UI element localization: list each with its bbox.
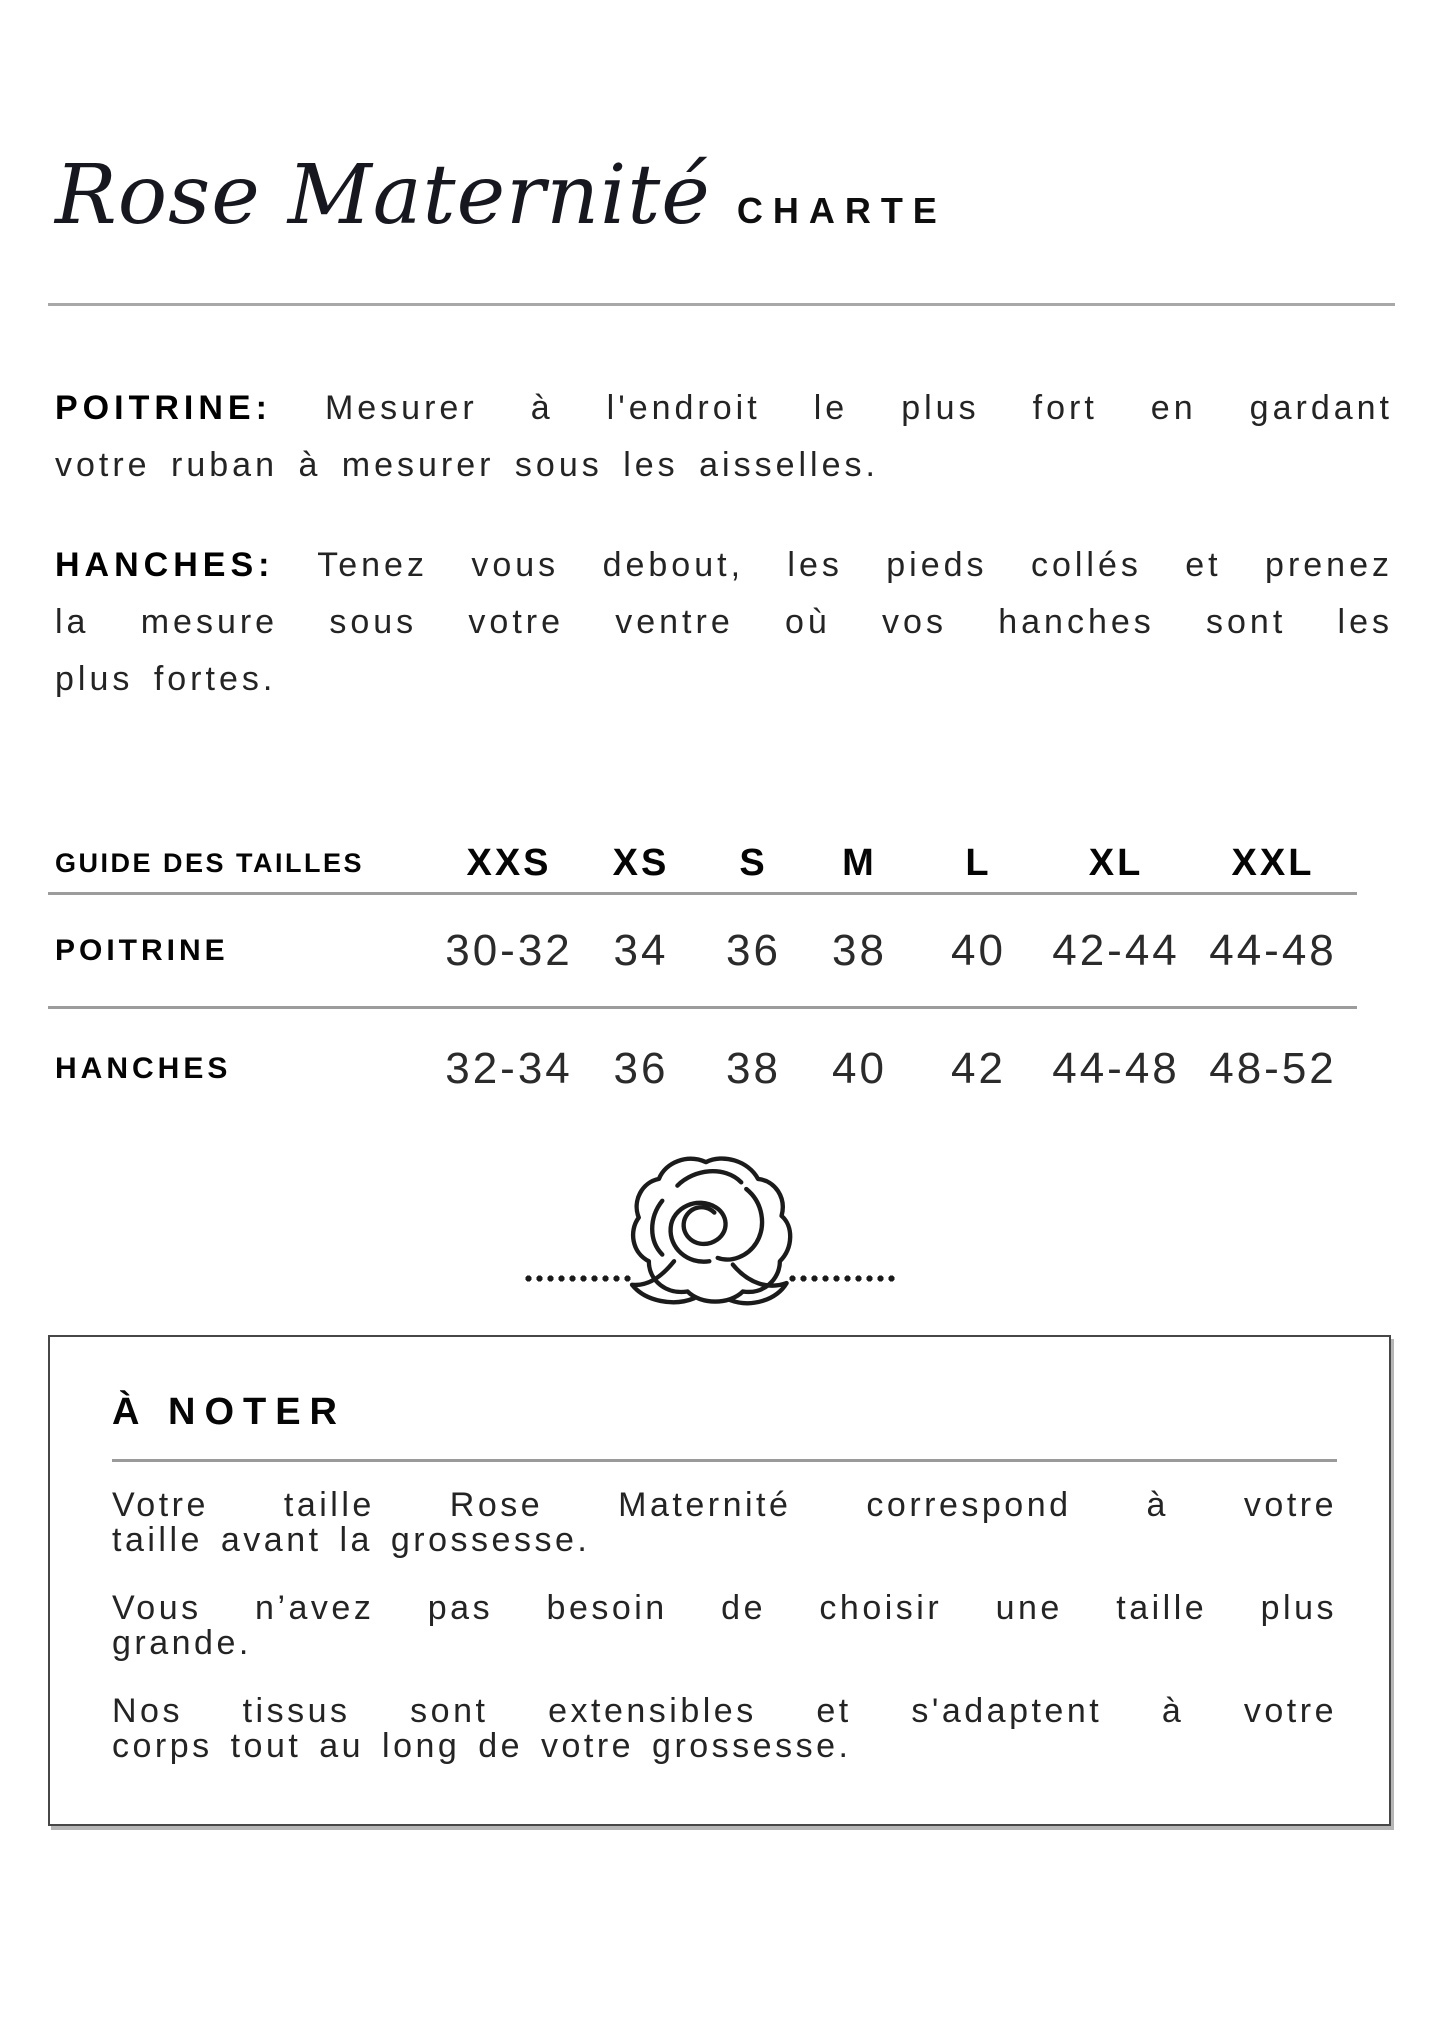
poitrine-instructions-line2: votre ruban à mesurer sous les aisselles. xyxy=(55,446,879,484)
poitrine-s: 36 xyxy=(726,925,781,975)
note-paragraph-1-line1: Votre taille Rose Maternité correspond à votre xyxy=(112,1486,1337,1524)
note-box xyxy=(48,1335,1391,1826)
note-paragraph-2-line2: grande. xyxy=(112,1624,252,1662)
rose-ornament-divider xyxy=(0,1150,1433,1312)
note-box-paragraphs xyxy=(112,1488,1337,1764)
header-divider-rule xyxy=(48,303,1395,306)
hanches-row-label: HANCHES xyxy=(55,1052,232,1085)
size-col-xs: XS xyxy=(612,842,670,884)
poitrine-xl: 42-44 xyxy=(1052,925,1180,975)
dotted-divider-left xyxy=(525,1275,633,1282)
hanches-xs: 36 xyxy=(613,1044,669,1093)
hanches-label: HANCHES: xyxy=(55,546,275,584)
hanches-xxl: 48-52 xyxy=(1209,1044,1337,1093)
poitrine-xxs: 30-32 xyxy=(445,925,573,975)
note-box-divider xyxy=(112,1459,1337,1462)
hanches-instructions xyxy=(55,537,1393,708)
note-paragraph-3 xyxy=(112,1694,1337,1764)
poitrine-text-1: Mesurer à l'endroit le plus fort en gardant xyxy=(271,389,1393,427)
dotted-divider-right xyxy=(789,1275,897,1282)
note-paragraph-3-line2: corps tout au long de votre grossesse. xyxy=(112,1727,852,1765)
poitrine-label: POITRINE: xyxy=(55,389,272,427)
note-paragraph-2-line1: Vous n’avez pas besoin de choisir une taille plus xyxy=(112,1589,1337,1627)
table-row-poitrine xyxy=(48,895,1357,1009)
poitrine-l: 40 xyxy=(951,925,1006,975)
hanches-text-1: Tenez vous debout, les pieds collés et prenez xyxy=(274,546,1393,584)
hanches-m: 40 xyxy=(832,1044,887,1093)
poitrine-xxl: 44-48 xyxy=(1209,925,1337,975)
poitrine-xs: 34 xyxy=(613,925,669,975)
hanches-xl: 44-48 xyxy=(1052,1044,1180,1093)
note-paragraph-2 xyxy=(112,1591,1337,1661)
hanches-instructions-line2: la mesure sous votre ventre où vos hanches sont les xyxy=(55,603,1393,641)
size-col-xxs: XXS xyxy=(466,842,552,884)
brand-header xyxy=(55,148,947,243)
table-row-hanches xyxy=(48,1009,1357,1123)
size-guide-title: GUIDE DES TAILLES xyxy=(55,848,365,878)
size-guide-header-row xyxy=(48,835,1357,895)
hanches-instructions-line3: plus fortes. xyxy=(55,660,277,698)
poitrine-instructions xyxy=(55,380,1393,494)
size-col-xxl: XXL xyxy=(1231,842,1315,884)
poitrine-row-label: POITRINE xyxy=(55,933,229,967)
hanches-l: 42 xyxy=(951,1044,1006,1093)
note-box-title: À NOTER xyxy=(112,1391,346,1433)
size-col-l: L xyxy=(965,842,992,884)
size-col-xl: XL xyxy=(1088,842,1144,884)
hanches-instructions-line1 xyxy=(55,537,1393,594)
hanches-s: 38 xyxy=(726,1044,781,1093)
brand-logo-script: Rose Maternité xyxy=(55,148,711,243)
poitrine-m: 38 xyxy=(832,925,887,975)
hanches-xxs: 32-34 xyxy=(445,1044,573,1093)
note-paragraph-1 xyxy=(112,1488,1337,1558)
brand-suffix-charte: CHARTE xyxy=(736,190,947,231)
poitrine-instructions-line1 xyxy=(55,380,1393,437)
note-paragraph-3-line1: Nos tissus sont extensibles et s'adaptent à votre xyxy=(112,1692,1337,1730)
size-guide-table xyxy=(48,835,1357,1123)
size-col-s: S xyxy=(739,842,768,884)
rose-icon xyxy=(627,1150,795,1312)
note-paragraph-1-line2: taille avant la grossesse. xyxy=(112,1521,591,1559)
size-col-m: M xyxy=(842,842,877,884)
